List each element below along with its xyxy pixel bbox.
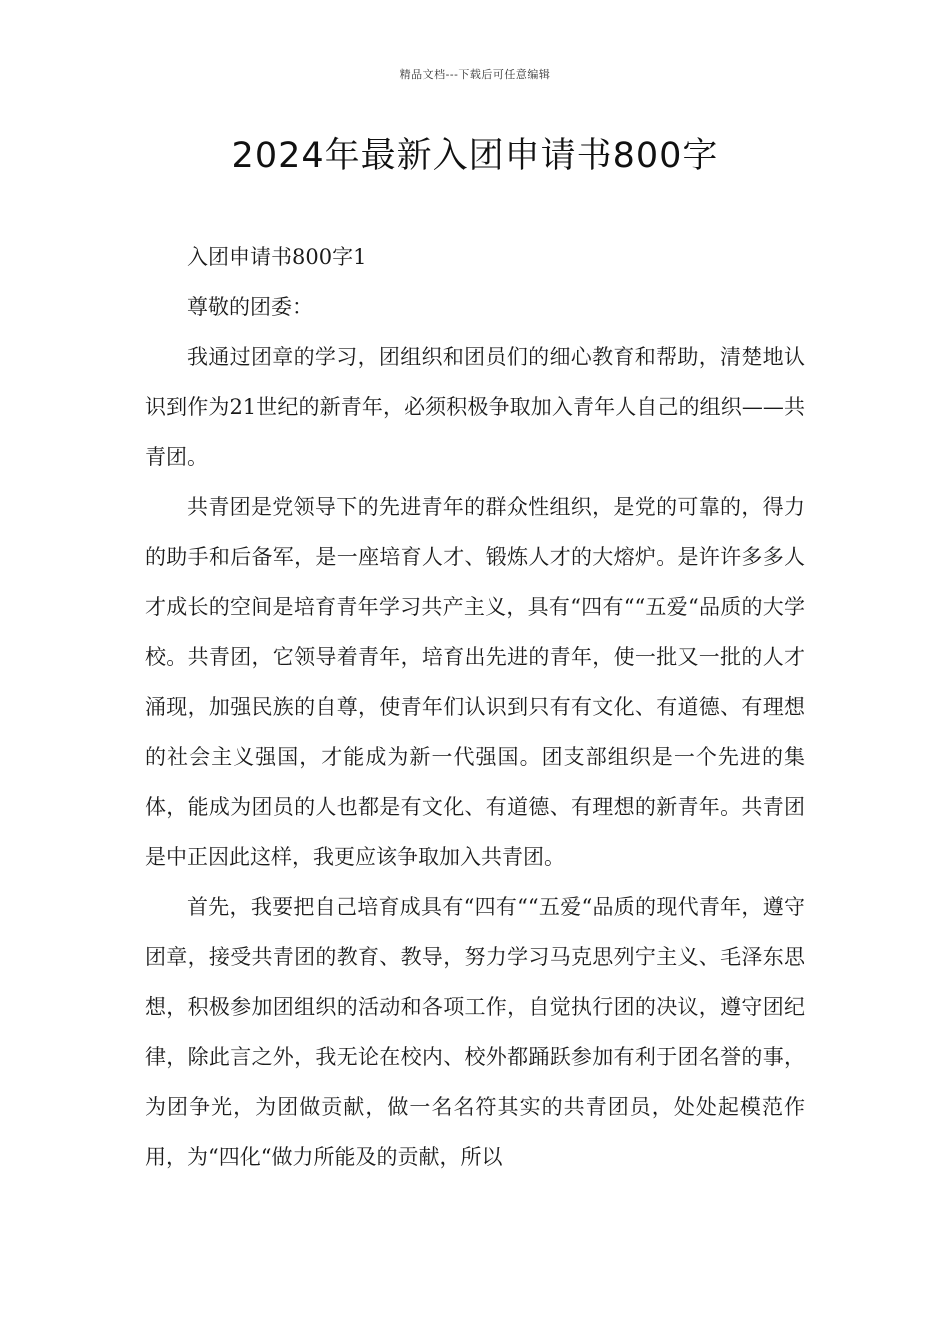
- document-body: [145, 232, 805, 1182]
- body-paragraph: 我通过团章的学习，团组织和团员们的细心教育和帮助，清楚地认识到作为21世纪的新青年，必须积极争取加入青年人自己的组织——共青团。: [145, 345, 805, 469]
- body-paragraph: 共青团是党领导下的先进青年的群众性组织，是党的可靠的，得力的助手和后备军，是一座培育人才、锻炼人才的大熔炉。是许许多多人才成长的空间是培育青年学习共产主义，具有“四有““五爱“品质的大学校。共青团，它领导着青年，培育出先进的青年，使一批又一批的人才涌现，加强民族的自尊，使青年们认识到只有有文化、有道德、有理想的社会主义强国，才能成为新一代强国。团支部组织是一个先进的集体，能成为团员的人也都是有文化、有道德、有理想的新青年。共青团是中正因此这样，我更应该争取加入共青团。: [145, 495, 805, 869]
- document-title: 2024年最新入团申请书800字: [231, 136, 719, 176]
- section-heading: 入团申请书800字1: [187, 245, 367, 269]
- body-paragraph: 首先，我要把自己培育成具有“四有““五爱“品质的现代青年，遵守团章，接受共青团的教育、教导，努力学习马克思列宁主义、毛泽东思想，积极参加团组织的活动和各项工作，自觉执行团的决议，遵守团纪律，除此言之外，我无论在校内、校外都踊跃参加有利于团名誉的事，为团争光，为团做贡献，做一名名符其实的共青团员，处处起模范作用，为“四化“做力所能及的贡献，所以: [145, 895, 805, 1169]
- header-note: 精品文档---下载后可任意编辑: [399, 68, 551, 81]
- salutation: 尊敬的团委：: [187, 295, 313, 319]
